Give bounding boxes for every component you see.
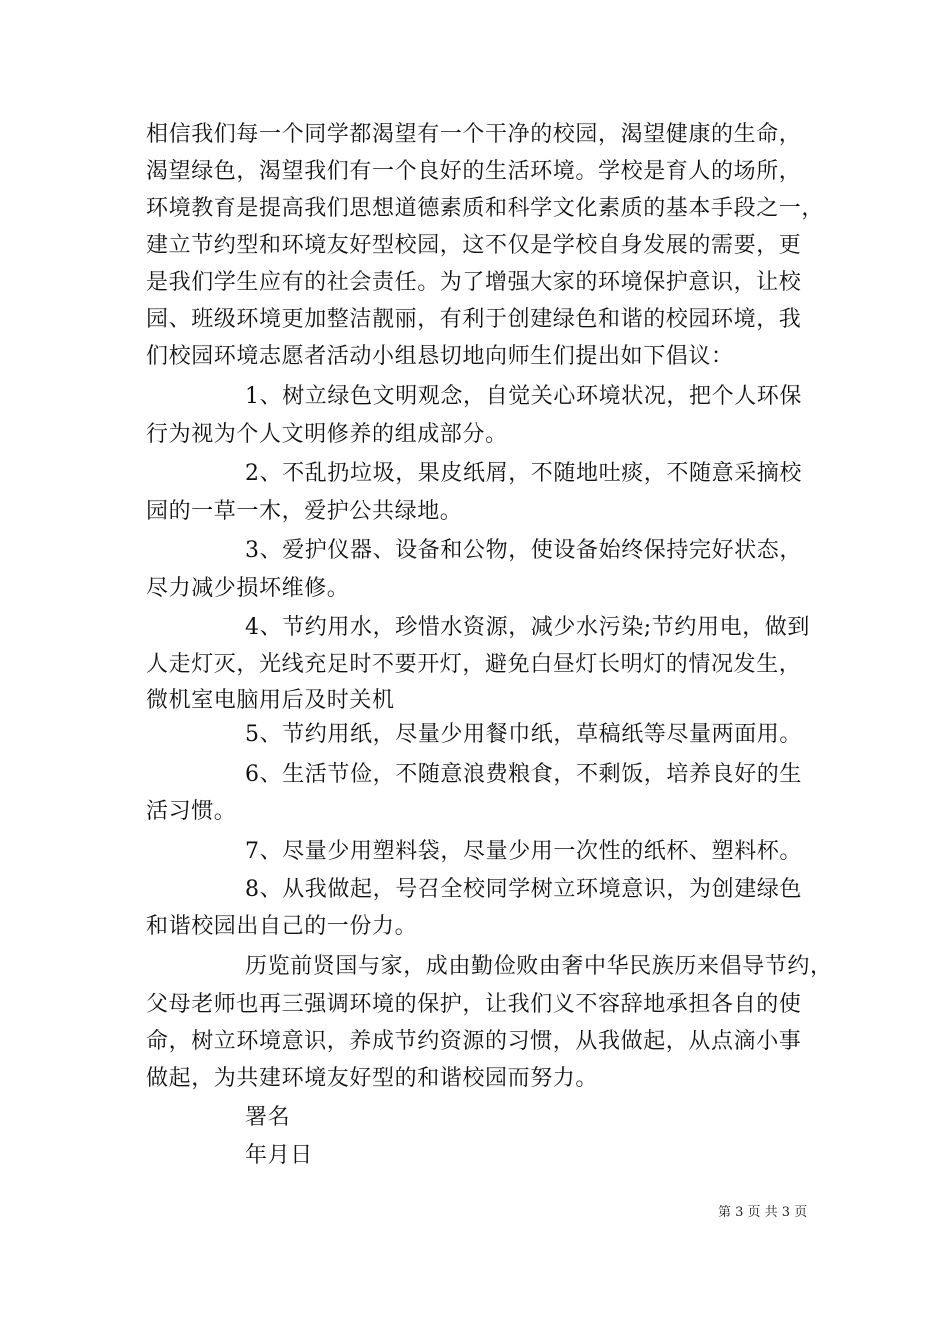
- closing-paragraph-line: 父母老师也再三强调环境的保护，让我们义不容辞地承担各自的使: [146, 992, 802, 1017]
- paragraph-line: 建立节约型和环境友好型校园，这不仅是学校自身发展的需要，更: [146, 233, 802, 258]
- paragraph-line: 是我们学生应有的社会责任。为了增强大家的环境保护意识，让校: [146, 270, 802, 295]
- closing-paragraph-line: 历览前贤国与家，成由勤俭败由奢中华民族历来倡导节约，: [245, 954, 833, 979]
- list-item-1-line: 行为视为个人文明修养的组成部分。: [146, 422, 508, 447]
- list-item-2-line: 2、不乱扔垃圾，果皮纸屑，不随地吐痰，不随意采摘校: [245, 461, 802, 486]
- paragraph-line: 们校园环境志愿者活动小组恳切地向师生们提出如下倡议：: [146, 344, 734, 369]
- list-item-6-line: 活习惯。: [146, 799, 237, 824]
- list-item-7-line: 7、尽量少用塑料袋，尽量少用一次性的纸杯、塑料杯。: [245, 839, 802, 864]
- list-item-3-line: 3、爱护仪器、设备和公物，使设备始终保持完好状态，: [245, 538, 802, 563]
- list-item-3-line: 尽力减少损坏维修。: [146, 576, 350, 601]
- list-item-6-line: 6、生活节俭，不随意浪费粮食，不剩饭，培养良好的生: [245, 762, 802, 787]
- page-number: 第 3 页 共 3 页: [718, 1205, 808, 1220]
- list-item-8-line: 8、从我做起，号召全校同学树立环境意识，为创建绿色: [245, 877, 802, 902]
- closing-paragraph-line: 命，树立环境意识，养成节约资源的习惯，从我做起，从点滴小事: [146, 1029, 802, 1054]
- paragraph-line: 渴望绿色，渴望我们有一个良好的生活环境。学校是育人的场所，: [146, 159, 802, 184]
- paragraph-line: 园、班级环境更加整洁靓丽，有利于创建绿色和谐的校园环境，我: [146, 307, 802, 332]
- list-item-2-line: 园的一草一木，爱护公共绿地。: [146, 499, 463, 524]
- closing-paragraph-line: 做起，为共建环境友好型的和谐校园而努力。: [146, 1066, 599, 1091]
- list-item-5-line: 5、节约用纸，尽量少用餐巾纸，草稿纸等尽量两面用。: [245, 722, 802, 747]
- list-item-4-line: 人走灯灭，光线充足时不要开灯，避免白昼灯长明灯的情况发生，: [146, 652, 802, 677]
- list-item-1-line: 1、树立绿色文明观念，自觉关心环境状况，把个人环保: [245, 384, 802, 409]
- list-item-4-line: 微机室电脑用后及时关机: [146, 688, 395, 713]
- list-item-8-line: 和谐校园出自己的一份力。: [146, 914, 418, 939]
- signature-label: 署名: [245, 1105, 291, 1130]
- paragraph-line: 环境教育是提高我们思想道德素质和科学文化素质的基本手段之一，: [146, 196, 825, 221]
- date-label: 年月日: [245, 1143, 313, 1168]
- paragraph-line: 相信我们每一个同学都渴望有一个干净的校园，渴望健康的生命，: [146, 122, 802, 147]
- list-item-4-line: 4、节约用水，珍惜水资源，减少水污染;节约用电，做到: [245, 615, 811, 640]
